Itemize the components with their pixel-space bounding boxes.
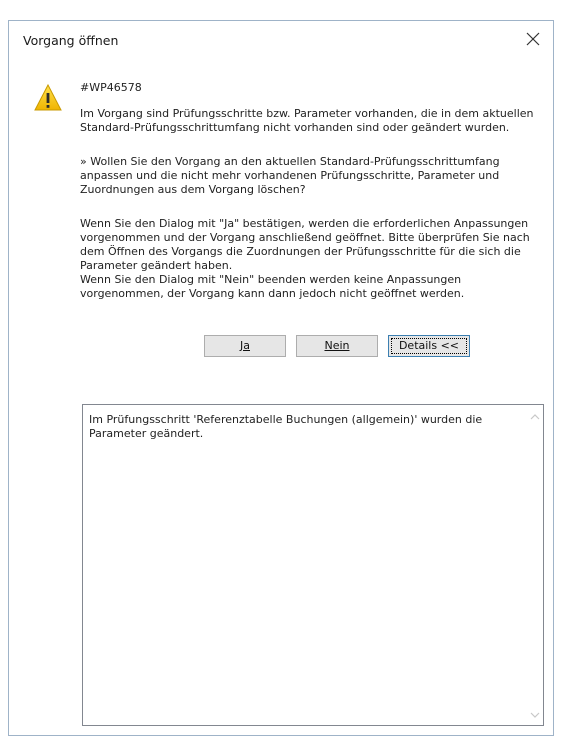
details-button-label: Details << (398, 339, 460, 352)
ja-button[interactable] (204, 335, 286, 357)
message-paragraph-1: Im Vorgang sind Prüfungsschritte bzw. Parameter vorhanden, die in dem aktuellen Standard-Prüfungsschrittumfang nicht vorhanden sind oder geändert wurden. (80, 107, 534, 134)
nein-button[interactable] (296, 335, 378, 357)
scroll-down-icon[interactable] (530, 711, 540, 719)
message-paragraph-2: » Wollen Sie den Vorgang an den aktuellen Standard-Prüfungsschrittumfang anpassen und die nicht mehr vorhandenen Prüfungsschritte, Parameter und Zuordnungen aus dem Vorgang löschen? (80, 155, 500, 196)
message-paragraph-3-line-2: Wenn Sie den Dialog mit "Nein" beenden werden keine Anpassungen vorgenommen, der Vorgang kann dann jedoch nicht geöffnet werden. (80, 273, 465, 300)
scroll-up-icon[interactable] (530, 413, 540, 421)
warning-icon (33, 83, 63, 113)
details-text: Im Prüfungsschritt 'Referenztabelle Buchungen (allgemein)' wurden die Parameter geändert. (89, 413, 483, 440)
details-textarea[interactable] (82, 404, 544, 726)
message-paragraph-3 (80, 217, 542, 301)
close-icon (521, 27, 545, 51)
nein-button-label: Nein (324, 339, 350, 352)
close-button[interactable] (521, 27, 545, 51)
vorgang-oeffnen-dialog (8, 20, 554, 736)
message-paragraph-3-line-1: Wenn Sie den Dialog mit "Ja" bestätigen, werden die erforderlichen Anpassungen vorgenommen und der Vorgang anschließend geöffnet. Bitte überprüfen Sie nach dem Öffnen des Vorgangs die Zuordnungen der Prüfungsschritte für die sich die Parameter geändert haben. (80, 217, 530, 272)
dialog-title: Vorgang öffnen (23, 33, 119, 48)
title-bar (9, 21, 553, 63)
ja-button-label: Ja (240, 339, 250, 352)
focus-rectangle (391, 338, 467, 354)
details-button[interactable] (388, 335, 470, 357)
process-id-text: #WP46578 (80, 81, 142, 94)
